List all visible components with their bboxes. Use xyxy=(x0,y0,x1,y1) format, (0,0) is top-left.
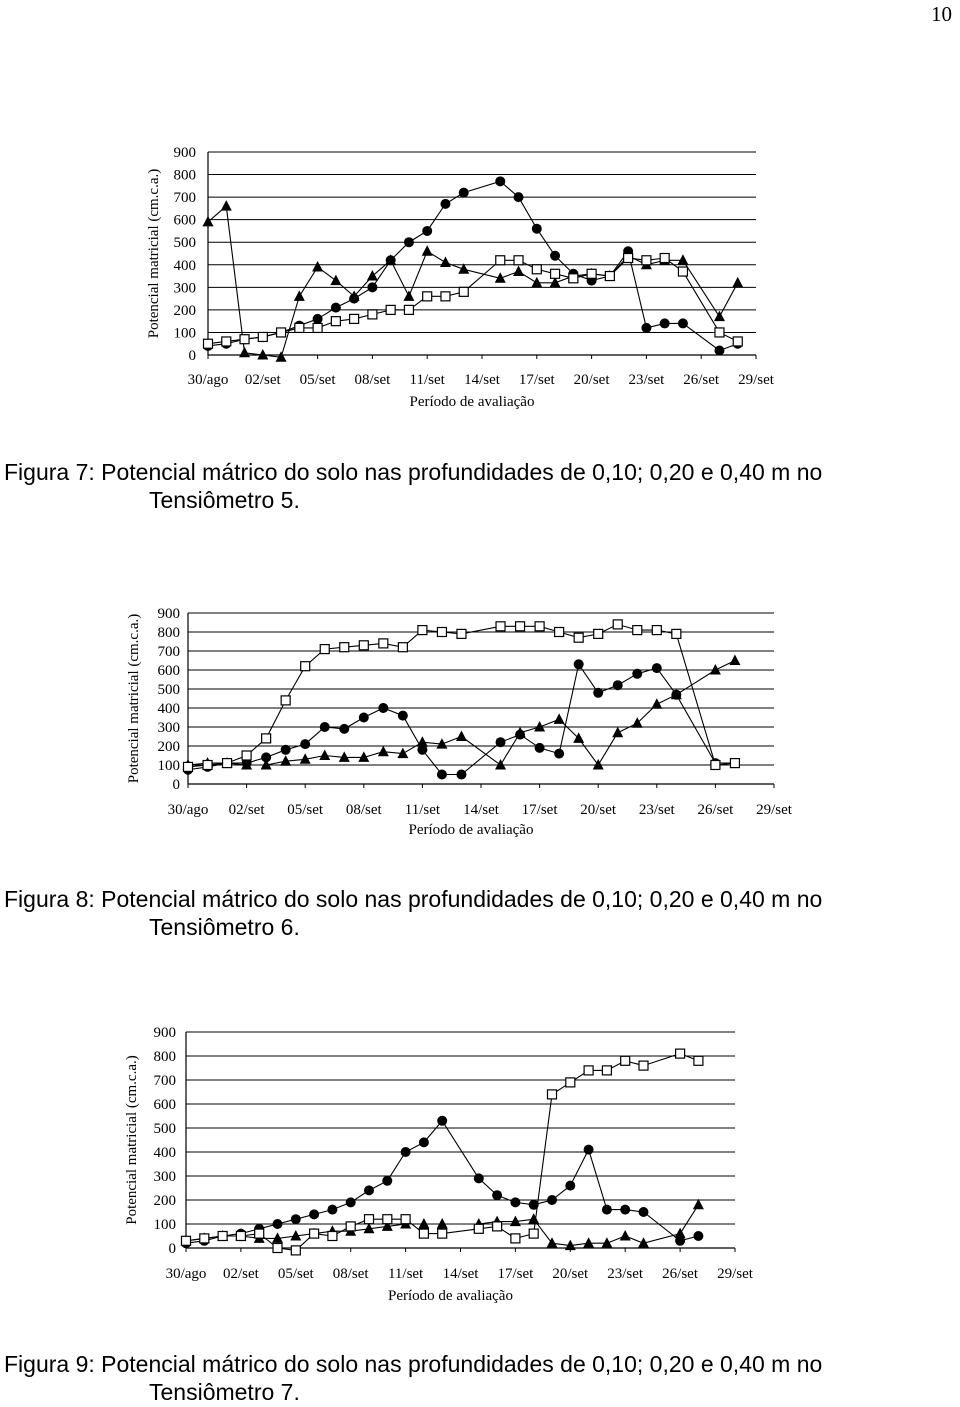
x-tick-label: 20/set xyxy=(580,802,617,818)
data-point-square xyxy=(459,287,468,296)
y-tick-label: 300 xyxy=(153,1169,176,1185)
y-tick-label: 800 xyxy=(153,1049,176,1065)
y-tick-label: 400 xyxy=(153,1145,176,1161)
data-point-circle xyxy=(678,318,688,328)
data-point-square xyxy=(281,696,290,705)
data-point-circle xyxy=(367,282,377,292)
data-point-triangle xyxy=(612,727,623,738)
data-point-square xyxy=(368,310,377,319)
data-point-circle xyxy=(437,770,447,780)
series-line-triangle xyxy=(208,206,738,357)
y-tick-label: 600 xyxy=(157,663,180,679)
y-axis-title: Potencial matricial (cm.c.a.) xyxy=(146,168,162,339)
data-point-triangle xyxy=(403,290,414,301)
data-point-square xyxy=(711,761,720,770)
data-point-circle xyxy=(547,1195,557,1205)
data-point-circle xyxy=(300,739,310,749)
data-point-triangle xyxy=(583,1237,594,1248)
data-point-square xyxy=(273,1244,282,1253)
data-point-circle xyxy=(620,1205,630,1215)
data-point-square xyxy=(532,265,541,274)
x-tick-label: 30/ago xyxy=(187,372,229,388)
data-point-square xyxy=(255,1229,264,1238)
data-point-triangle xyxy=(330,275,341,286)
x-tick-label: 20/set xyxy=(552,1266,589,1282)
data-point-circle xyxy=(652,663,662,673)
x-tick-label: 08/set xyxy=(332,1266,369,1282)
data-point-triangle xyxy=(714,311,725,322)
x-tick-label: 11/set xyxy=(387,1266,424,1282)
data-point-triangle xyxy=(239,347,250,358)
x-tick-label: 17/set xyxy=(518,372,555,388)
data-point-circle xyxy=(514,192,524,202)
data-point-circle xyxy=(327,1205,337,1215)
y-tick-label: 200 xyxy=(153,1193,176,1209)
data-point-square xyxy=(676,1049,685,1058)
data-point-square xyxy=(438,1229,447,1238)
data-point-square xyxy=(621,1056,630,1065)
data-point-circle xyxy=(422,226,432,236)
data-point-square xyxy=(331,317,340,326)
x-tick-label: 26/set xyxy=(662,1266,699,1282)
y-tick-label: 0 xyxy=(188,348,196,364)
data-point-square xyxy=(236,1232,245,1241)
y-tick-label: 300 xyxy=(157,720,180,736)
y-tick-label: 100 xyxy=(153,1217,176,1233)
data-point-circle xyxy=(565,1181,575,1191)
data-point-triangle xyxy=(729,655,740,666)
data-point-square xyxy=(277,328,286,337)
data-point-square xyxy=(602,1066,611,1075)
y-tick-label: 100 xyxy=(173,325,196,342)
data-point-square xyxy=(418,626,427,635)
data-point-circle xyxy=(404,237,414,247)
figure-8-plot xyxy=(0,590,960,850)
data-point-square xyxy=(379,639,388,648)
data-point-square xyxy=(350,314,359,323)
data-point-square xyxy=(555,628,564,637)
data-point-square xyxy=(496,622,505,631)
y-tick-label: 900 xyxy=(157,606,180,622)
figure-8-caption-line2: Tensiômetro 6. xyxy=(149,914,300,940)
data-point-circle xyxy=(554,749,564,759)
data-point-triangle xyxy=(620,1230,631,1241)
y-tick-label: 300 xyxy=(173,280,196,297)
data-point-square xyxy=(313,323,322,332)
data-point-square xyxy=(584,1066,593,1075)
x-tick-label: 08/set xyxy=(354,372,391,388)
data-point-square xyxy=(222,337,231,346)
y-tick-label: 800 xyxy=(173,167,196,184)
y-tick-label: 200 xyxy=(173,302,196,319)
y-tick-label: 200 xyxy=(157,739,180,755)
data-point-square xyxy=(566,1078,575,1087)
data-point-circle xyxy=(693,1231,703,1241)
data-point-circle xyxy=(456,770,466,780)
data-point-triangle xyxy=(367,270,378,281)
data-point-triangle xyxy=(710,664,721,675)
x-tick-label: 02/set xyxy=(222,1266,259,1282)
data-point-circle xyxy=(660,318,670,328)
x-tick-label: 23/set xyxy=(638,802,675,818)
data-point-circle xyxy=(459,188,469,198)
y-tick-label: 0 xyxy=(172,777,180,793)
data-point-square xyxy=(678,267,687,276)
data-point-square xyxy=(516,622,525,631)
data-point-triangle xyxy=(528,1213,539,1224)
data-point-circle xyxy=(291,1214,301,1224)
figure-9-caption-line1: Figura 9: Potencial mátrico do solo nas profundidades de 0,10; 0,20 e 0,40 m no xyxy=(4,1351,823,1377)
data-point-circle xyxy=(535,743,545,753)
data-point-square xyxy=(613,620,622,629)
data-point-circle xyxy=(510,1197,520,1207)
data-point-triangle xyxy=(437,1218,448,1229)
data-point-square xyxy=(660,254,669,263)
data-point-triangle xyxy=(732,277,743,288)
y-tick-label: 700 xyxy=(157,644,180,660)
x-tick-label: 05/set xyxy=(299,372,336,388)
x-tick-label: 29/set xyxy=(717,1266,753,1282)
data-point-circle xyxy=(602,1205,612,1215)
data-point-circle xyxy=(632,669,642,679)
data-point-triangle xyxy=(456,731,467,742)
data-point-square xyxy=(218,1232,227,1241)
data-point-square xyxy=(474,1224,483,1233)
data-point-circle xyxy=(273,1219,283,1229)
y-tick-label: 600 xyxy=(153,1097,176,1113)
data-point-square xyxy=(301,662,310,671)
x-tick-label: 29/set xyxy=(738,372,774,388)
y-tick-label: 900 xyxy=(153,1025,176,1041)
data-point-triangle xyxy=(531,277,542,288)
data-point-square xyxy=(511,1234,520,1243)
data-point-triangle xyxy=(294,290,305,301)
y-tick-label: 600 xyxy=(173,212,196,229)
data-point-circle xyxy=(492,1190,502,1200)
data-point-circle xyxy=(313,314,323,324)
data-point-triangle xyxy=(418,1218,429,1229)
data-point-circle xyxy=(359,713,369,723)
data-point-square xyxy=(383,1215,392,1224)
y-tick-label: 700 xyxy=(153,1073,176,1089)
data-point-circle xyxy=(309,1209,319,1219)
data-point-triangle xyxy=(221,200,232,211)
series-line-square xyxy=(208,258,738,344)
data-point-square xyxy=(514,256,523,265)
x-tick-label: 20/set xyxy=(573,372,610,388)
data-point-circle xyxy=(550,251,560,261)
y-tick-label: 700 xyxy=(173,190,196,207)
data-point-circle xyxy=(584,1145,594,1155)
data-point-square xyxy=(694,1056,703,1065)
data-point-square xyxy=(340,643,349,652)
data-point-circle xyxy=(613,680,623,690)
x-tick-label: 08/set xyxy=(345,802,382,818)
data-point-square xyxy=(642,256,651,265)
data-point-triangle xyxy=(440,257,451,268)
data-point-square xyxy=(529,1229,538,1238)
series-line-triangle xyxy=(188,661,735,766)
data-point-square xyxy=(223,759,232,768)
data-point-circle xyxy=(495,176,505,186)
data-point-triangle xyxy=(677,254,688,265)
data-point-square xyxy=(587,269,596,278)
data-point-square xyxy=(386,305,395,314)
data-point-circle xyxy=(437,1116,447,1126)
x-tick-label: 02/set xyxy=(228,802,265,818)
y-axis-title: Potencial matricial (cm.c.a.) xyxy=(126,613,142,784)
data-point-square xyxy=(652,626,661,635)
figure-7-plot xyxy=(0,140,960,420)
data-point-square xyxy=(404,305,413,314)
y-tick-label: 400 xyxy=(157,701,180,717)
data-point-square xyxy=(310,1229,319,1238)
data-point-circle xyxy=(346,1197,356,1207)
data-point-square xyxy=(535,622,544,631)
data-point-square xyxy=(493,1222,502,1231)
data-point-circle xyxy=(364,1185,374,1195)
data-point-circle xyxy=(532,224,542,234)
figure-8-chart xyxy=(0,590,960,850)
x-tick-label: 05/set xyxy=(277,1266,314,1282)
figure-7-caption-line2: Tensiômetro 5. xyxy=(149,487,300,513)
data-point-square xyxy=(346,1222,355,1231)
x-tick-label: 11/set xyxy=(404,802,441,818)
data-point-circle xyxy=(281,745,291,755)
x-tick-label: 14/set xyxy=(442,1266,479,1282)
figure-8-caption xyxy=(4,885,954,941)
data-point-circle xyxy=(419,1137,429,1147)
y-tick-label: 900 xyxy=(173,145,196,161)
data-point-circle xyxy=(398,711,408,721)
x-tick-label: 02/set xyxy=(244,372,281,388)
data-point-square xyxy=(204,339,213,348)
figure-7-caption-line1: Figura 7: Potencial mátrico do solo nas profundidades de 0,10; 0,20 e 0,40 m no xyxy=(4,459,823,485)
data-point-square xyxy=(574,633,583,642)
x-tick-label: 05/set xyxy=(287,802,324,818)
y-tick-label: 400 xyxy=(173,257,196,274)
data-point-square xyxy=(359,641,368,650)
data-point-triangle xyxy=(422,245,433,256)
data-point-circle xyxy=(378,703,388,713)
data-point-square xyxy=(258,332,267,341)
data-point-triangle xyxy=(554,713,565,724)
data-point-square xyxy=(401,1215,410,1224)
figure-9-caption-line2: Tensiômetro 7. xyxy=(149,1379,300,1405)
data-point-square xyxy=(295,323,304,332)
x-tick-label: 14/set xyxy=(463,802,499,818)
data-point-triangle xyxy=(378,746,389,757)
data-point-circle xyxy=(496,737,506,747)
x-axis-title: Período de avaliação xyxy=(409,394,535,410)
data-point-circle xyxy=(331,303,341,313)
y-axis-title: Potencial matricial (cm.c.a.) xyxy=(124,1055,140,1225)
data-point-circle xyxy=(574,659,584,669)
data-point-square xyxy=(605,272,614,281)
y-tick-label: 500 xyxy=(157,682,180,698)
data-point-square xyxy=(624,254,633,263)
data-point-circle xyxy=(714,345,724,355)
data-point-square xyxy=(639,1061,648,1070)
data-point-square xyxy=(437,628,446,637)
figure-7-chart xyxy=(0,140,960,420)
data-point-square xyxy=(291,1246,300,1255)
data-point-square xyxy=(328,1232,337,1241)
figure-9-caption xyxy=(4,1350,954,1406)
x-axis-title: Período de avaliação xyxy=(408,822,534,838)
data-point-triangle xyxy=(417,736,428,747)
data-point-square xyxy=(672,629,681,638)
data-point-square xyxy=(184,762,193,771)
data-point-square xyxy=(242,751,251,760)
x-axis-title: Período de avaliação xyxy=(388,1288,513,1304)
data-point-square xyxy=(240,335,249,344)
data-point-circle xyxy=(593,688,603,698)
data-point-circle xyxy=(401,1147,411,1157)
figure-8-caption-line1: Figura 8: Potencial mátrico do solo nas profundidades de 0,10; 0,20 e 0,40 m no xyxy=(4,886,823,912)
data-point-square xyxy=(730,759,739,768)
y-tick-label: 0 xyxy=(168,1241,176,1257)
data-point-square xyxy=(733,337,742,346)
data-point-square xyxy=(548,1090,557,1099)
data-point-circle xyxy=(382,1176,392,1186)
figure-9-chart xyxy=(0,1020,960,1305)
data-point-circle xyxy=(339,724,349,734)
x-tick-label: 23/set xyxy=(607,1266,644,1282)
y-tick-label: 800 xyxy=(157,625,180,641)
data-point-square xyxy=(320,645,329,654)
figure-9-plot xyxy=(0,1020,960,1305)
data-point-square xyxy=(182,1236,191,1245)
data-point-triangle xyxy=(319,750,330,761)
data-point-square xyxy=(200,1234,209,1243)
figure-7-caption xyxy=(4,458,954,514)
data-point-square xyxy=(398,643,407,652)
data-point-square xyxy=(423,292,432,301)
x-tick-label: 11/set xyxy=(409,372,445,388)
data-point-square xyxy=(365,1215,374,1224)
x-tick-label: 29/set xyxy=(756,802,792,818)
data-point-triangle xyxy=(495,759,506,770)
page-number: 10 xyxy=(931,2,952,26)
x-tick-label: 30/ago xyxy=(165,1266,207,1282)
x-tick-label: 14/set xyxy=(464,372,500,388)
data-point-square xyxy=(457,629,466,638)
data-point-circle xyxy=(320,722,330,732)
data-point-triangle xyxy=(203,216,214,227)
data-point-square xyxy=(496,256,505,265)
data-point-triangle xyxy=(513,266,524,277)
data-point-square xyxy=(551,269,560,278)
data-point-circle xyxy=(474,1173,484,1183)
data-point-square xyxy=(262,734,271,743)
data-point-triangle xyxy=(675,1228,686,1239)
data-point-square xyxy=(441,292,450,301)
x-tick-label: 17/set xyxy=(497,1266,534,1282)
data-point-square xyxy=(203,761,212,770)
data-point-square xyxy=(715,328,724,337)
data-point-triangle xyxy=(534,721,545,732)
data-point-circle xyxy=(641,323,651,333)
data-point-square xyxy=(594,629,603,638)
data-point-square xyxy=(633,626,642,635)
y-tick-label: 100 xyxy=(157,758,180,774)
x-tick-label: 26/set xyxy=(683,372,720,388)
x-tick-label: 30/ago xyxy=(167,802,209,818)
x-tick-label: 17/set xyxy=(521,802,558,818)
data-point-square xyxy=(419,1229,428,1238)
series-line-circle xyxy=(208,181,738,350)
data-point-circle xyxy=(440,199,450,209)
data-point-circle xyxy=(639,1207,649,1217)
x-tick-label: 26/set xyxy=(697,802,734,818)
data-point-square xyxy=(569,274,578,283)
x-tick-label: 23/set xyxy=(628,372,665,388)
data-point-triangle xyxy=(312,261,323,272)
y-tick-label: 500 xyxy=(153,1121,176,1137)
data-point-triangle xyxy=(651,698,662,709)
y-tick-label: 500 xyxy=(173,235,196,252)
data-point-triangle xyxy=(601,1237,612,1248)
